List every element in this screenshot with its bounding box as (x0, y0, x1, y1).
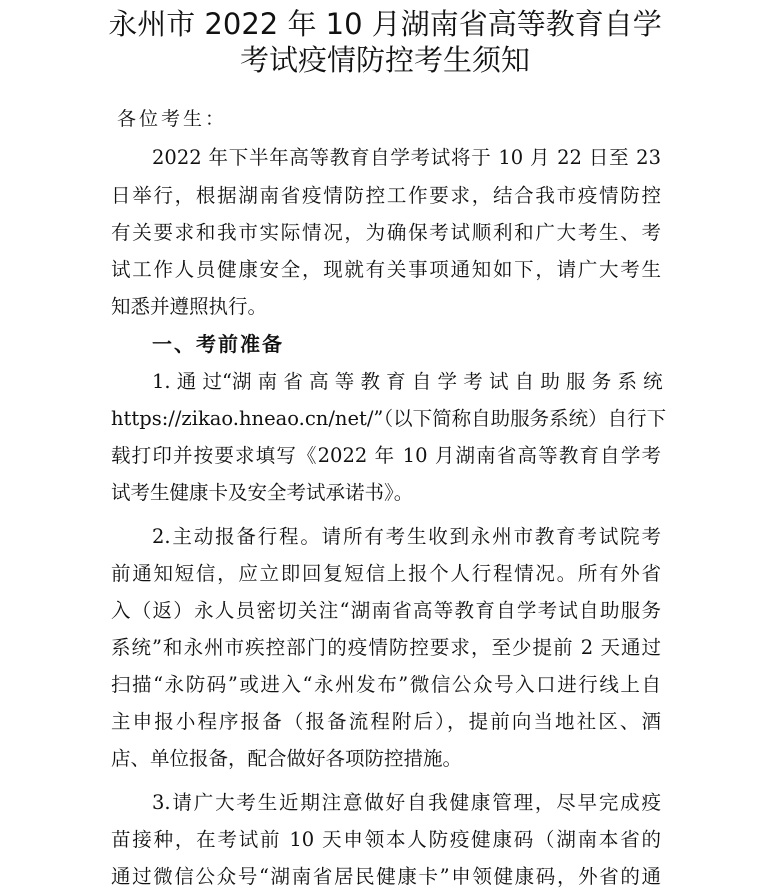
item3-line-2: 苗接种，在考试前 10 天申领本人防疫健康码（湖南本省的 (111, 828, 661, 851)
item1-line-4: 试考生健康卡及安全考试承诺书》。 (111, 481, 414, 504)
item1-line-3: 载打印并按要求填写《2022 年 10 月湖南省高等教育自学考 (111, 444, 661, 467)
item2-line-4: 系统”和永州市疾控部门的疫情防控要求，至少提前 2 天通过 (111, 636, 661, 659)
item2-line-5: 扫描“永防码”或进入“永州发布”微信公众号入口进行线上自 (111, 673, 661, 696)
item3-line-3: 通过微信公众号“湖南省居民健康卡”申领健康码，外省的通 (111, 865, 661, 888)
intro-line-1: 2022 年下半年高等教育自学考试将于 10 月 22 日至 23 (152, 146, 661, 169)
salutation: 各位考生： (117, 108, 228, 130)
document-title-line-2: 考试疫情防控考生须知 (239, 43, 530, 77)
item2-line-6: 主申报小程序报备（报备流程附后），提前向当地社区、酒 (111, 710, 661, 733)
intro-line-3: 有关要求和我市实际情况，为确保考试顺利和广大考生、考 (111, 221, 661, 244)
item2-line-7: 店、单位报备，配合做好各项防控措施。 (111, 747, 463, 770)
intro-line-5: 知悉并遵照执行。 (111, 295, 268, 318)
item2-line-1: 2.主动报备行程。请所有考生收到永州市教育考试院考 (152, 525, 661, 548)
item2-line-3: 入（返）永人员密切关注“湖南省高等教育自学考试自助服务 (111, 599, 661, 622)
intro-line-4: 试工作人员健康安全，现就有关事项通知如下，请广大考生 (111, 258, 661, 281)
item1-line-1: 1. 通 过“湖 南 省 高 等 教 育 自 学 考 试 自 助 服 务 系 统 (152, 370, 663, 393)
document-title-line-1: 永州市 2022 年 10 月湖南省高等教育自学 (108, 7, 662, 41)
item3-line-1: 3.请广大考生近期注意做好自我健康管理，尽早完成疫 (152, 791, 661, 814)
intro-line-2: 日举行，根据湖南省疫情防控工作要求，结合我市疫情防控 (111, 184, 661, 207)
item1-line-2: https://zikao.hneao.cn/net/”（以下简称自助服务系统）自行下 (111, 407, 667, 430)
item2-line-2: 前通知短信，应立即回复短信上报个人行程情况。所有外省 (111, 562, 661, 585)
section-heading-preparation: 一、考前准备 (152, 332, 284, 356)
